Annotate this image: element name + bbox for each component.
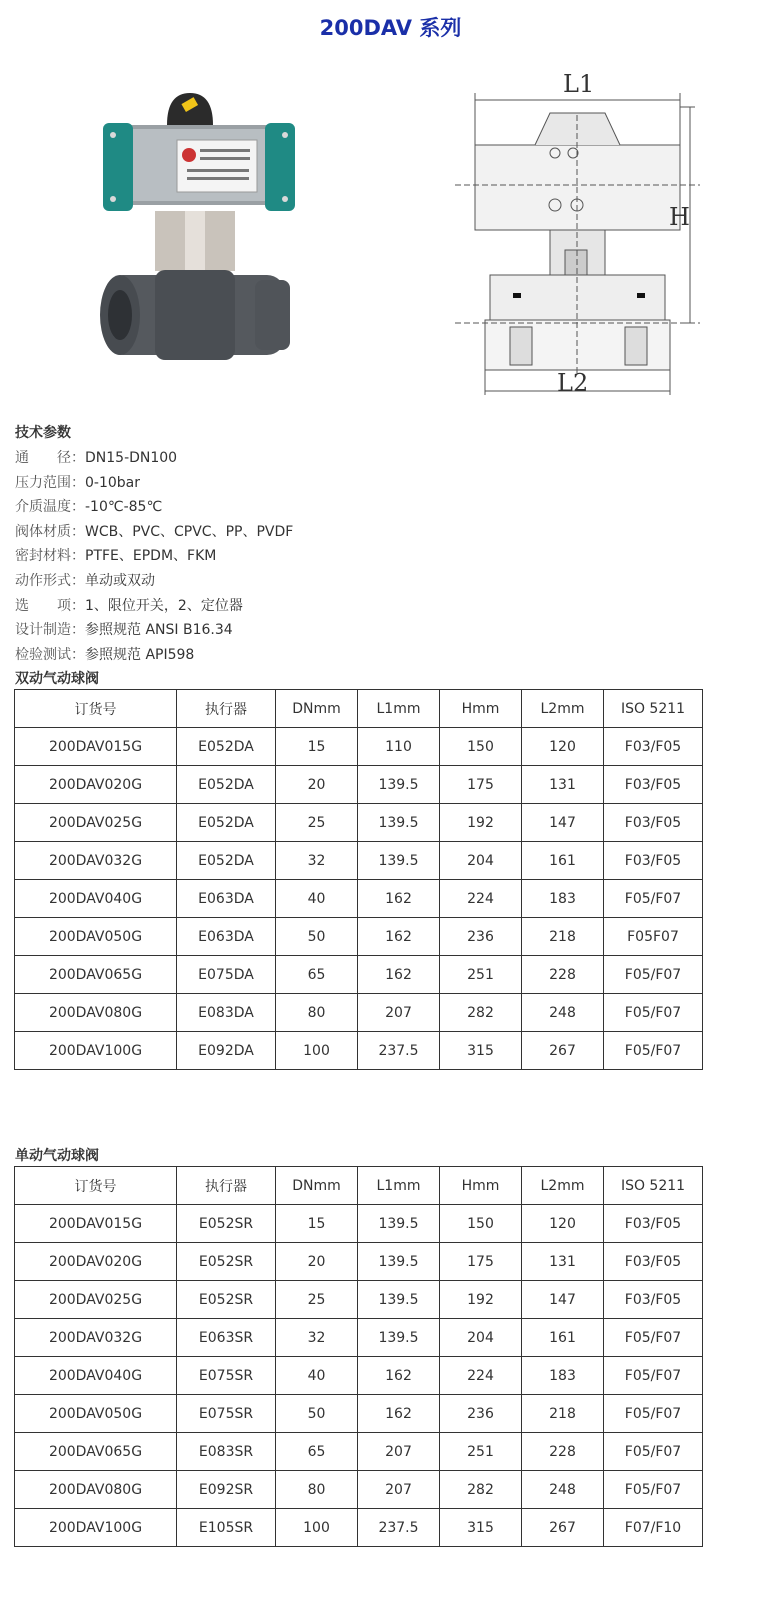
table-cell: E063DA <box>177 880 276 918</box>
table-cell: E052DA <box>177 728 276 766</box>
table-header-cell: 执行器 <box>177 690 276 728</box>
table-cell: 175 <box>440 766 522 804</box>
table-row <box>15 804 703 842</box>
table-cell: F03/F05 <box>604 804 703 842</box>
table-cell: 224 <box>440 1357 522 1395</box>
table-cell: 236 <box>440 918 522 956</box>
table-cell: 147 <box>522 1281 604 1319</box>
table-cell: 200DAV020G <box>15 1243 177 1281</box>
table-header-cell: DNmm <box>276 690 358 728</box>
table-cell: 200DAV050G <box>15 918 177 956</box>
table-cell: E075SR <box>177 1395 276 1433</box>
table-row <box>15 1205 703 1243</box>
spec-value: WCB、PVC、CPVC、PP、PVDF <box>85 523 294 540</box>
table-cell: 161 <box>522 1319 604 1357</box>
table-cell: 161 <box>522 842 604 880</box>
table-cell: E092DA <box>177 1032 276 1070</box>
table-cell: F03/F05 <box>604 842 703 880</box>
table-cell: 20 <box>276 1243 358 1281</box>
table-cell: 139.5 <box>358 1243 440 1281</box>
table-cell: E075SR <box>177 1357 276 1395</box>
table-header-cell: 执行器 <box>177 1167 276 1205</box>
table-header-row <box>15 690 703 728</box>
table-cell: 200DAV020G <box>15 766 177 804</box>
table-cell: 120 <box>522 1205 604 1243</box>
table-cell: 204 <box>440 1319 522 1357</box>
table-cell: E063SR <box>177 1319 276 1357</box>
table-cell: 25 <box>276 804 358 842</box>
table-header-cell: L1mm <box>358 1167 440 1205</box>
spec-row <box>15 570 155 590</box>
table-cell: 228 <box>522 1433 604 1471</box>
table-cell: 315 <box>440 1509 522 1547</box>
product-photo <box>95 85 300 380</box>
table-cell: 248 <box>522 994 604 1032</box>
table-row <box>15 1395 703 1433</box>
table-cell: E052DA <box>177 842 276 880</box>
table-cell: 100 <box>276 1032 358 1070</box>
table-cell: E063DA <box>177 918 276 956</box>
table-cell: 120 <box>522 728 604 766</box>
dimension-drawing <box>455 65 700 400</box>
table-cell: 175 <box>440 1243 522 1281</box>
table-cell: E052SR <box>177 1281 276 1319</box>
table-cell: E105SR <box>177 1509 276 1547</box>
single-acting-title: 单动气动球阀 <box>15 1148 99 1164</box>
table-cell: 100 <box>276 1509 358 1547</box>
h-label: H <box>669 203 690 231</box>
table-cell: 200DAV032G <box>15 842 177 880</box>
table-cell: 15 <box>276 1205 358 1243</box>
table-cell: F05/F07 <box>604 994 703 1032</box>
table-cell: F05/F07 <box>604 956 703 994</box>
table-header-cell: 订货号 <box>15 1167 177 1205</box>
table-cell: 139.5 <box>358 804 440 842</box>
table-cell: 110 <box>358 728 440 766</box>
spec-row <box>15 496 162 516</box>
spec-label: 介质温度： <box>15 499 85 516</box>
table-cell: 200DAV100G <box>15 1509 177 1547</box>
table-cell: E052DA <box>177 766 276 804</box>
table-cell: 50 <box>276 918 358 956</box>
table-cell: 236 <box>440 1395 522 1433</box>
table-cell: F05F07 <box>604 918 703 956</box>
table-cell: 147 <box>522 804 604 842</box>
table-cell: 237.5 <box>358 1032 440 1070</box>
spec-label: 通 径： <box>15 450 85 466</box>
spec-row <box>15 644 194 664</box>
table-cell: 25 <box>276 1281 358 1319</box>
table-cell: F05/F07 <box>604 1319 703 1357</box>
table-cell: 200DAV100G <box>15 1032 177 1070</box>
table-row <box>15 728 703 766</box>
table-cell: F03/F05 <box>604 1205 703 1243</box>
table-row <box>15 918 703 956</box>
spec-row <box>15 619 233 639</box>
spec-row <box>15 595 243 615</box>
table-cell: 224 <box>440 880 522 918</box>
table-cell: 131 <box>522 766 604 804</box>
spec-value: 0-10bar <box>85 474 140 491</box>
table-cell: 267 <box>522 1509 604 1547</box>
table-row <box>15 880 703 918</box>
table-cell: 251 <box>440 956 522 994</box>
table-cell: 162 <box>358 918 440 956</box>
table-row <box>15 1243 703 1281</box>
specs-heading: 技术参数 <box>15 425 71 441</box>
table-header-cell: Hmm <box>440 1167 522 1205</box>
table-header-cell: 订货号 <box>15 690 177 728</box>
table-cell: 251 <box>440 1433 522 1471</box>
table-cell: F03/F05 <box>604 766 703 804</box>
table-cell: 15 <box>276 728 358 766</box>
table-header-cell: L2mm <box>522 1167 604 1205</box>
spec-value: -10℃-85℃ <box>85 499 163 516</box>
table-cell: 200DAV080G <box>15 1471 177 1509</box>
table-header-row <box>15 1167 703 1205</box>
table-cell: 200DAV040G <box>15 880 177 918</box>
table-cell: 80 <box>276 994 358 1032</box>
table-cell: F07/F10 <box>604 1509 703 1547</box>
spec-label: 密封材料： <box>15 548 85 565</box>
table-cell: E092SR <box>177 1471 276 1509</box>
table-cell: 192 <box>440 1281 522 1319</box>
table-cell: 200DAV032G <box>15 1319 177 1357</box>
spec-label: 阀体材质： <box>15 523 85 540</box>
table-cell: E052SR <box>177 1243 276 1281</box>
spec-row <box>15 472 140 492</box>
table-cell: 162 <box>358 1395 440 1433</box>
table-cell: F03/F05 <box>604 1281 703 1319</box>
table-cell: F03/F05 <box>604 728 703 766</box>
table-cell: 40 <box>276 1357 358 1395</box>
table-row <box>15 1032 703 1070</box>
table-cell: 139.5 <box>358 766 440 804</box>
table-row <box>15 994 703 1032</box>
table-cell: 65 <box>276 956 358 994</box>
spec-label: 设计制造： <box>15 622 85 639</box>
table-header-cell: ISO 5211 <box>604 690 703 728</box>
table-cell: F05/F07 <box>604 1032 703 1070</box>
table-cell: 32 <box>276 1319 358 1357</box>
table-cell: 192 <box>440 804 522 842</box>
table-row <box>15 1281 703 1319</box>
table-cell: 207 <box>358 994 440 1032</box>
table-row <box>15 1509 703 1547</box>
table-cell: 237.5 <box>358 1509 440 1547</box>
table-row <box>15 956 703 994</box>
table-cell: 207 <box>358 1471 440 1509</box>
table-cell: 200DAV065G <box>15 1433 177 1471</box>
table-cell: 20 <box>276 766 358 804</box>
table-cell: F05/F07 <box>604 1433 703 1471</box>
table-cell: E052DA <box>177 804 276 842</box>
table-cell: 139.5 <box>358 842 440 880</box>
table-row <box>15 1357 703 1395</box>
table-cell: F05/F07 <box>604 1471 703 1509</box>
spec-row <box>15 447 177 467</box>
table-cell: 162 <box>358 880 440 918</box>
table-cell: E075DA <box>177 956 276 994</box>
double-acting-table <box>14 689 703 1070</box>
table-cell: F05/F07 <box>604 1395 703 1433</box>
table-cell: 139.5 <box>358 1319 440 1357</box>
spec-value: PTFE、EPDM、FKM <box>85 548 217 565</box>
table-cell: 218 <box>522 918 604 956</box>
table-cell: 162 <box>358 1357 440 1395</box>
table-cell: 315 <box>440 1032 522 1070</box>
table-cell: 139.5 <box>358 1205 440 1243</box>
spec-label: 压力范围： <box>15 474 85 491</box>
table-cell: 282 <box>440 1471 522 1509</box>
table-cell: 150 <box>440 1205 522 1243</box>
spec-value: 参照规范 ANSI B16.34 <box>85 622 233 639</box>
spec-label: 动作形式： <box>15 573 85 589</box>
spec-label: 检验测试： <box>15 646 85 663</box>
spec-value: 单动或双动 <box>85 573 155 589</box>
table-cell: 139.5 <box>358 1281 440 1319</box>
table-cell: 50 <box>276 1395 358 1433</box>
table-cell: 218 <box>522 1395 604 1433</box>
table-cell: 162 <box>358 956 440 994</box>
table-row <box>15 842 703 880</box>
double-acting-title: 双动气动球阀 <box>15 671 99 687</box>
table-row <box>15 1319 703 1357</box>
table-cell: 150 <box>440 728 522 766</box>
table-cell: 183 <box>522 1357 604 1395</box>
table-cell: E083SR <box>177 1433 276 1471</box>
table-header-cell: L2mm <box>522 690 604 728</box>
table-row <box>15 1433 703 1471</box>
table-cell: E052SR <box>177 1205 276 1243</box>
table-cell: F03/F05 <box>604 1243 703 1281</box>
table-cell: 80 <box>276 1471 358 1509</box>
table-cell: 32 <box>276 842 358 880</box>
table-header-cell: L1mm <box>358 690 440 728</box>
spec-row <box>15 545 216 565</box>
l1-label: L1 <box>563 70 595 98</box>
table-header-cell: DNmm <box>276 1167 358 1205</box>
table-header-cell: Hmm <box>440 690 522 728</box>
spec-value: 参照规范 API598 <box>85 646 195 663</box>
table-cell: 200DAV040G <box>15 1357 177 1395</box>
spec-value: DN15-DN100 <box>85 450 178 466</box>
table-cell: 65 <box>276 1433 358 1471</box>
page-title: 200DAV 系列 <box>319 16 462 40</box>
table-row <box>15 1471 703 1509</box>
table-cell: 200DAV015G <box>15 1205 177 1243</box>
table-cell: 228 <box>522 956 604 994</box>
single-acting-table <box>14 1166 703 1547</box>
table-cell: 248 <box>522 1471 604 1509</box>
table-cell: 40 <box>276 880 358 918</box>
table-cell: 183 <box>522 880 604 918</box>
spec-value: 1、限位开关，2、定位器 <box>85 597 243 614</box>
table-cell: 131 <box>522 1243 604 1281</box>
table-cell: 282 <box>440 994 522 1032</box>
table-cell: 200DAV025G <box>15 804 177 842</box>
table-cell: F05/F07 <box>604 1357 703 1395</box>
table-cell: E083DA <box>177 994 276 1032</box>
table-cell: 267 <box>522 1032 604 1070</box>
spec-label: 选 项： <box>15 597 85 614</box>
table-row <box>15 766 703 804</box>
table-header-cell: ISO 5211 <box>604 1167 703 1205</box>
table-cell: 200DAV065G <box>15 956 177 994</box>
table-cell: 200DAV015G <box>15 728 177 766</box>
table-cell: 207 <box>358 1433 440 1471</box>
table-cell: 200DAV080G <box>15 994 177 1032</box>
spec-row <box>15 521 293 541</box>
table-cell: 204 <box>440 842 522 880</box>
table-cell: 200DAV050G <box>15 1395 177 1433</box>
l2-label: L2 <box>557 369 589 397</box>
table-cell: F05/F07 <box>604 880 703 918</box>
table-cell: 200DAV025G <box>15 1281 177 1319</box>
